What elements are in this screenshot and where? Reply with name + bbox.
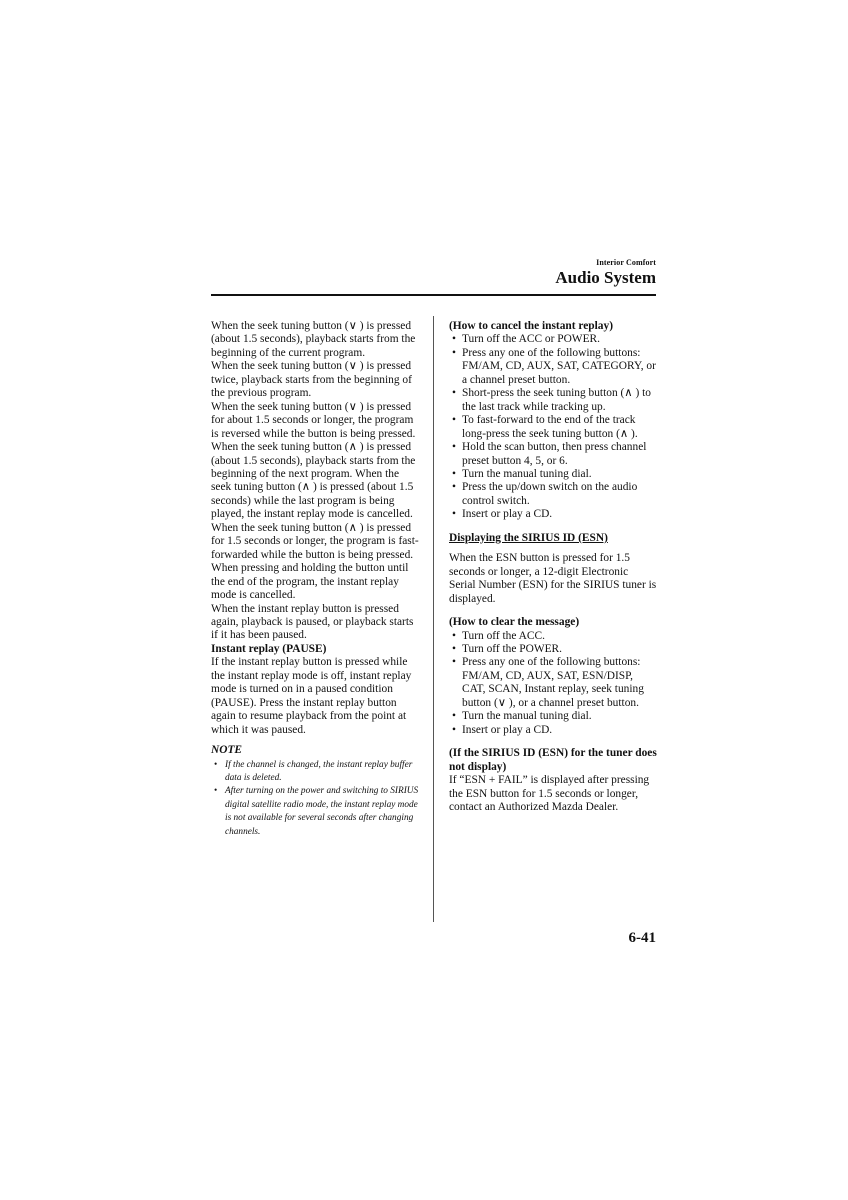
list-item: • Insert or play a CD. — [449, 508, 657, 521]
list-item: • Turn the manual tuning dial. — [449, 710, 657, 723]
paragraph-seek-down-once: When the seek tuning button (∨ ) is pressed (about 1.5 seconds), playback starts from the beginning of the current program. — [211, 320, 416, 359]
paragraph-seek-down-hold: When the seek tuning button (∨ ) is pressed for about 1.5 seconds or longer, the program is reversed while the button is being pressed. — [211, 400, 416, 440]
pause-paragraph: If the instant replay button is pressed while the instant replay mode is off, instant replay mode is turned on in a paused condition (PAUSE). Press the instant replay button again to resume playback from the point at which it was paused. — [211, 656, 412, 736]
list-item: • Short-press the seek tuning button (∧ ) to the last track while tracking up. — [449, 387, 657, 414]
cancel-replay-heading: (How to cancel the instant replay) — [449, 320, 613, 332]
list-item: • Turn off the POWER. — [449, 643, 657, 656]
left-column — [211, 320, 421, 839]
list-item: • Turn off the ACC. — [449, 630, 657, 643]
section-label: Interior Comfort — [596, 258, 656, 267]
list-item: • Turn the manual tuning dial. — [449, 468, 657, 481]
list-item: • Press any one of the following buttons: FM/AM, CD, AUX, SAT, CATEGORY, or a channel preset button. — [449, 347, 657, 387]
list-item: • Turn off the ACC or POWER. — [449, 333, 657, 346]
sirius-id-heading: Displaying the SIRIUS ID (ESN) — [449, 531, 608, 544]
esn-fail-paragraph: If “ESN + FAIL” is displayed after pressing the ESN button for 1.5 seconds or longer, contact an Authorized Mazda Dealer. — [449, 774, 650, 813]
column-divider — [433, 316, 434, 922]
page-number: 6-41 — [628, 930, 656, 946]
esn-fail-heading: (If the SIRIUS ID (ESN) for the tuner does not display) — [449, 747, 657, 773]
list-item: • Press any one of the following buttons: FM/AM, CD, AUX, SAT, ESN/DISP, CAT, SCAN, Instant replay, seek tuning button (∨ ), or a channel preset button. — [449, 656, 657, 710]
list-item: • Hold the scan button, then press channel preset button 4, 5, or 6. — [449, 441, 657, 468]
note-title: NOTE — [211, 744, 243, 757]
paragraph-replay-pause: When the instant replay button is pressed again, playback is paused, or playback starts if it has been paused. — [211, 602, 414, 642]
page-title: Audio System — [555, 268, 656, 287]
right-column — [449, 320, 657, 814]
cancel-replay-list — [449, 333, 657, 521]
paragraph-seek-up-hold: When the seek tuning button (∧ ) is pressed for 1.5 seconds or longer, the program is fast-forwarded while the button is being pressed. When pressing and holding the button until the end of the program, the instant replay mode is cancelled. — [211, 521, 419, 602]
note-list — [211, 759, 421, 839]
list-item: • Insert or play a CD. — [449, 724, 657, 737]
note-item: • If the channel is changed, the instant replay buffer data is deleted. — [211, 759, 421, 786]
clear-message-list — [449, 630, 657, 738]
clear-message-heading: (How to clear the message) — [449, 616, 580, 629]
sirius-id-paragraph: When the ESN button is pressed for 1.5 seconds or longer, a 12-digit Electronic Serial Number (ESN) for the SIRIUS tuner is displayed. — [449, 552, 657, 605]
list-item: • Press the up/down switch on the audio control switch. — [449, 481, 657, 508]
paragraph-seek-down-twice: When the seek tuning button (∨ ) is pressed twice, playback starts from the beginning of the previous program. — [211, 360, 412, 400]
pause-heading: Instant replay (PAUSE) — [211, 642, 327, 655]
header-divider — [211, 294, 656, 296]
list-item: • To fast-forward to the end of the track long-press the seek tuning button (∧ ). — [449, 414, 657, 441]
paragraph-seek-up-once: When the seek tuning button (∧ ) is pressed (about 1.5 seconds), playback starts from the beginning of the next program. When the seek tuning button (∧ ) is pressed (about 1.5 seconds) while the last program is being played, the instant replay mode is cancelled. — [211, 441, 416, 521]
note-item: • After turning on the power and switching to SIRIUS digital satellite radio mode, the instant replay mode is not available for several seconds after changing channels. — [211, 785, 421, 839]
